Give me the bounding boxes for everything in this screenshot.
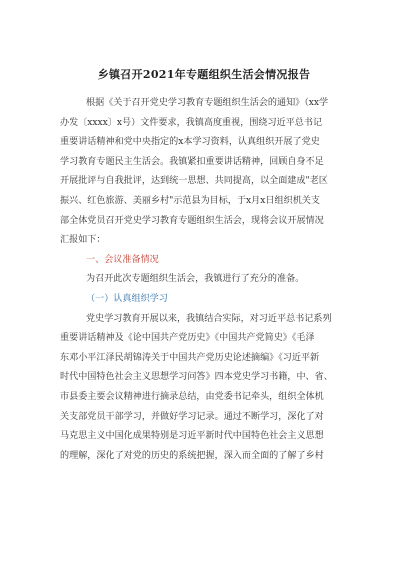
body-text-line: 学习教育专题民主生活会。我镇紧扣重要讲话精神，回顾自身不足 [60, 156, 324, 167]
body-text-line: 根据《关于召开党史学习教育专题组织生活会的通知》（xx学 [86, 98, 329, 108]
body-text-line: 马克思主义中国化成果特别是习近平新时代中国特色社会主义思想 [60, 431, 324, 442]
body-text-line: 汇报如下： [60, 235, 106, 246]
document-title: 乡镇召开2021年专题组织生活会情况报告 [97, 68, 311, 81]
body-text-line: 关支部党员干部学习，并做好学习记录。通过不断学习，深化了对 [60, 411, 324, 422]
subsection-heading: （一）认真组织学习 [86, 293, 168, 304]
body-text-line: 重要讲话精神和党中央指定的x本学习资料，认真组织开展了党史 [60, 137, 320, 148]
body-text-line: 部全体党员召开党史学习教育专题组织生活会，现将会议开展情况 [60, 215, 324, 226]
body-text-line: 东邓小平江泽民胡锦涛关于中国共产党历史论述摘编》《习近平新 [60, 352, 320, 363]
body-text-line: 党史学习教育开展以来，我镇结合实际，对习近平总书记系列 [86, 313, 332, 324]
body-text-line: 开展批评与自我批评，达到统一思想、共同提高，以全面建成"老区 [60, 176, 328, 187]
body-text-line: 重要讲话精神及《论中国共产党历史》《中国共产党简史》《毛泽 [60, 333, 315, 344]
section-heading: 一、会议准备情况 [86, 254, 159, 265]
body-text-line: 办发〔xxxx〕x号）文件要求，我镇高度重视，围绕习近平总书记 [60, 117, 323, 128]
body-text-line: 时代中国特色社会主义思想学习问答》四本党史学习书籍，中、省、 [60, 372, 333, 383]
body-text-line: 市县委主要会议精神进行摘录总结，由党委书记牵头，组织全体机 [60, 391, 324, 402]
body-text-line: 的理解，深化了对党的历史的系统把握，深入而全面的了解了乡村 [60, 450, 324, 461]
body-text-line: 振兴、红色旅游、美丽乡村"示范县为目标，于x月x日组织机关支 [60, 195, 320, 206]
body-text-line: 为召开此次专题组织生活会，我镇进行了充分的准备。 [86, 274, 305, 285]
document-body [60, 94, 352, 466]
